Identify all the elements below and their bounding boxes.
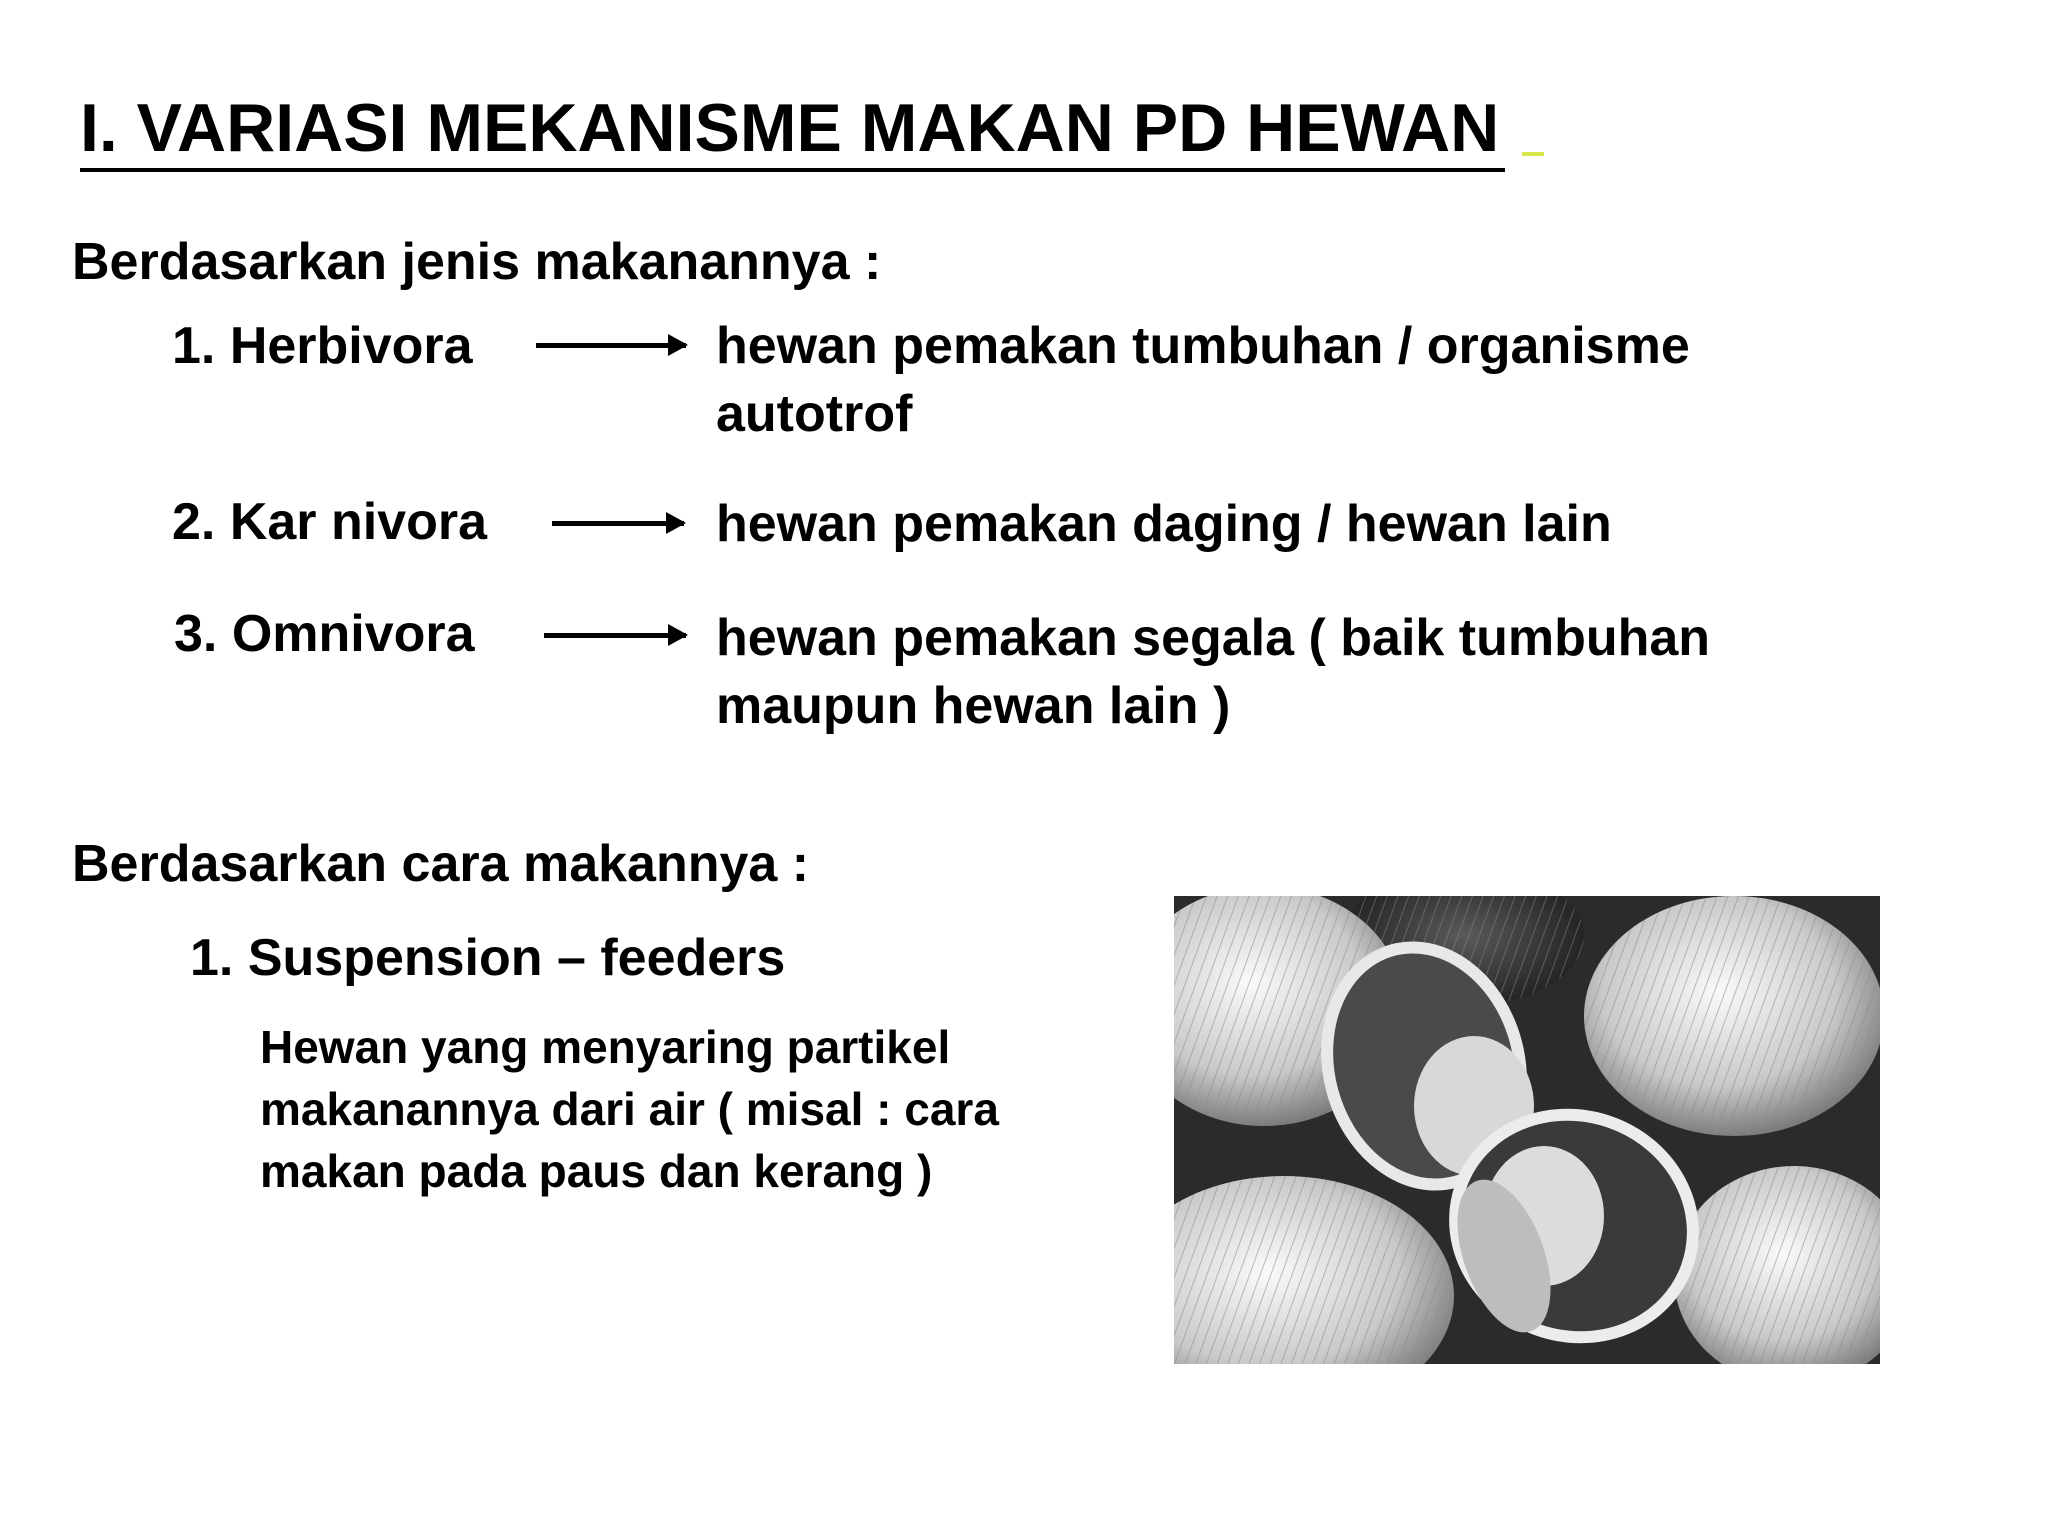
item-karnivora-definition: hewan pemakan daging / hewan lain xyxy=(716,495,1612,553)
item-suspension-feeders-label: 1. Suspension – feeders xyxy=(190,929,786,987)
section-food-type-heading: Berdasarkan jenis makanannya : xyxy=(72,233,882,291)
title-accent-mark xyxy=(1522,152,1544,156)
clam-shells-photo xyxy=(1174,896,1880,1364)
item-herbivora-definition: hewan pemakan tumbuhan / organisme autotrof xyxy=(716,317,1690,443)
item-omnivora-definition: hewan pemakan segala ( baik tumbuhan maupun hewan lain ) xyxy=(716,609,1711,735)
arrow-right-icon xyxy=(552,521,684,526)
item-suspension-feeders-description: Hewan yang menyaring partikel makanannya dari air ( misal : cara makan pada paus dan kerang ) xyxy=(260,1021,999,1197)
arrow-right-icon xyxy=(544,633,686,638)
slide-title: I. VARIASI MEKANISME MAKAN PD HEWAN xyxy=(80,88,1505,172)
item-karnivora-label: 2. Kar nivora xyxy=(172,493,488,551)
section-feeding-method-heading: Berdasarkan cara makannya : xyxy=(72,835,810,893)
item-herbivora-label: 1. Herbivora xyxy=(172,317,473,375)
item-omnivora-label: 3. Omnivora xyxy=(174,605,475,663)
arrow-right-icon xyxy=(536,343,686,348)
